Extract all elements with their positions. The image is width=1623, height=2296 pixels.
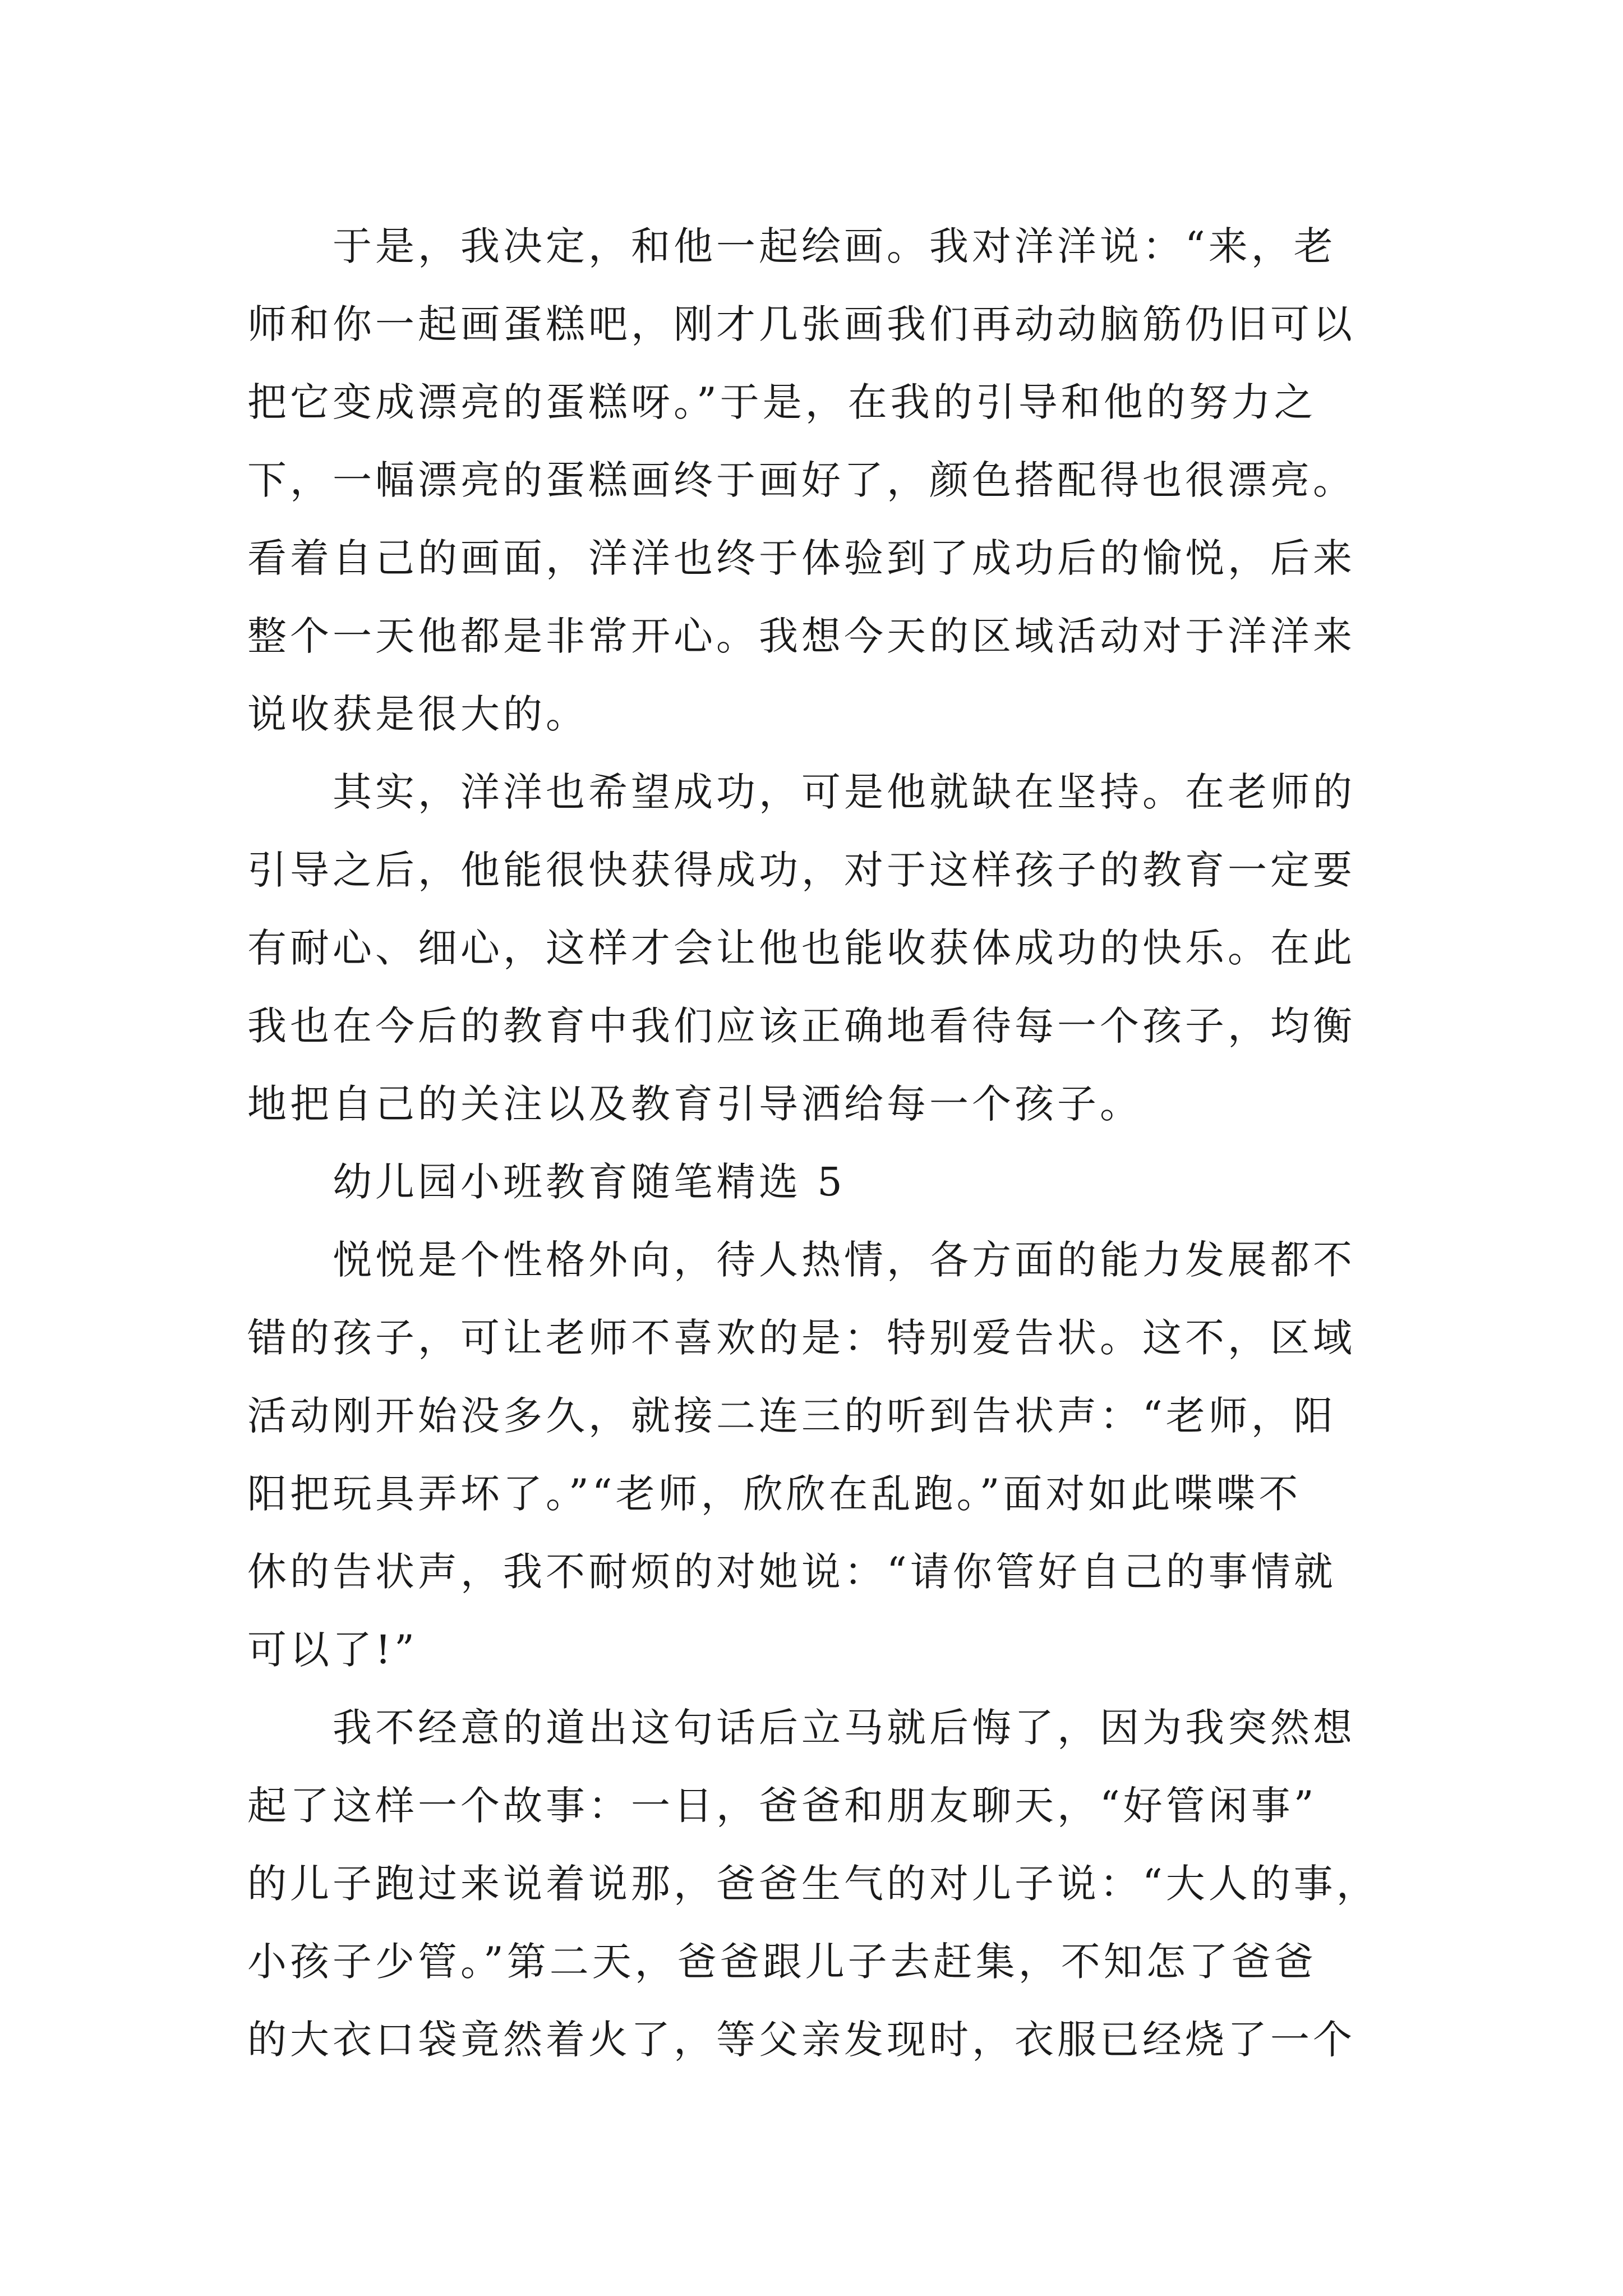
text-line: 说收获是很大的。 xyxy=(247,691,588,737)
section-heading: 幼儿园小班教育随笔精选 5 xyxy=(333,1159,846,1205)
document-body xyxy=(247,208,1404,2079)
text-line: 阳把玩具弄坏了。”“老师，欣欣在乱跑。”面对如此喋喋不 xyxy=(247,1471,1302,1517)
text-line: 悦悦是个性格外向，待人热情，各方面的能力发展都不 xyxy=(333,1237,1355,1283)
text-line: 地把自己的关注以及教育引导洒给每一个孩子。 xyxy=(247,1081,1142,1127)
text-line: 整个一天他都是非常开心。我想今天的区域活动对于洋洋来 xyxy=(247,613,1355,659)
text-line: 错的孩子，可让老师不喜欢的是：特别爱告状。这不，区域 xyxy=(247,1315,1355,1361)
text-line: 的儿子跑过来说着说那，爸爸生气的对儿子说：“大人的事， xyxy=(247,1861,1379,1907)
text-line: 其实，洋洋也希望成功，可是他就缺在坚持。在老师的 xyxy=(333,769,1355,815)
text-line: 休的告状声，我不耐烦的对她说：“请你管好自己的事情就 xyxy=(247,1549,1336,1595)
text-line: 起了这样一个故事：一日，爸爸和朋友聊天，“好管闲事” xyxy=(247,1783,1317,1829)
text-line: 我不经意的道出这句话后立马就后悔了，因为我突然想 xyxy=(333,1705,1355,1751)
text-line: 把它变成漂亮的蛋糕呀。”于是，在我的引导和他的努力之 xyxy=(247,379,1317,425)
text-line: 师和你一起画蛋糕吧，刚才几张画我们再动动脑筋仍旧可以 xyxy=(247,301,1355,347)
text-line: 有耐心、细心，这样才会让他也能收获体成功的快乐。在此 xyxy=(247,925,1355,971)
text-line: 活动刚开始没多久，就接二连三的听到告状声：“老师，阳 xyxy=(247,1393,1336,1439)
text-line: 看着自己的画面，洋洋也终于体验到了成功后的愉悦，后来 xyxy=(247,535,1355,581)
text-line: 小孩子少管。”第二天，爸爸跟儿子去赶集，不知怎了爸爸 xyxy=(247,1939,1317,1985)
text-line: 的大衣口袋竟然着火了，等父亲发现时，衣服已经烧了一个 xyxy=(247,2017,1355,2063)
text-line: 于是，我决定，和他一起绘画。我对洋洋说：“来，老 xyxy=(333,223,1336,269)
text-line: 我也在今后的教育中我们应该正确地看待每一个孩子，均衡 xyxy=(247,1003,1355,1049)
text-line: 可以了!” xyxy=(247,1627,418,1673)
text-line: 下，一幅漂亮的蛋糕画终于画好了，颜色搭配得也很漂亮。 xyxy=(247,457,1355,503)
text-line: 引导之后，他能很快获得成功，对于这样孩子的教育一定要 xyxy=(247,847,1355,893)
